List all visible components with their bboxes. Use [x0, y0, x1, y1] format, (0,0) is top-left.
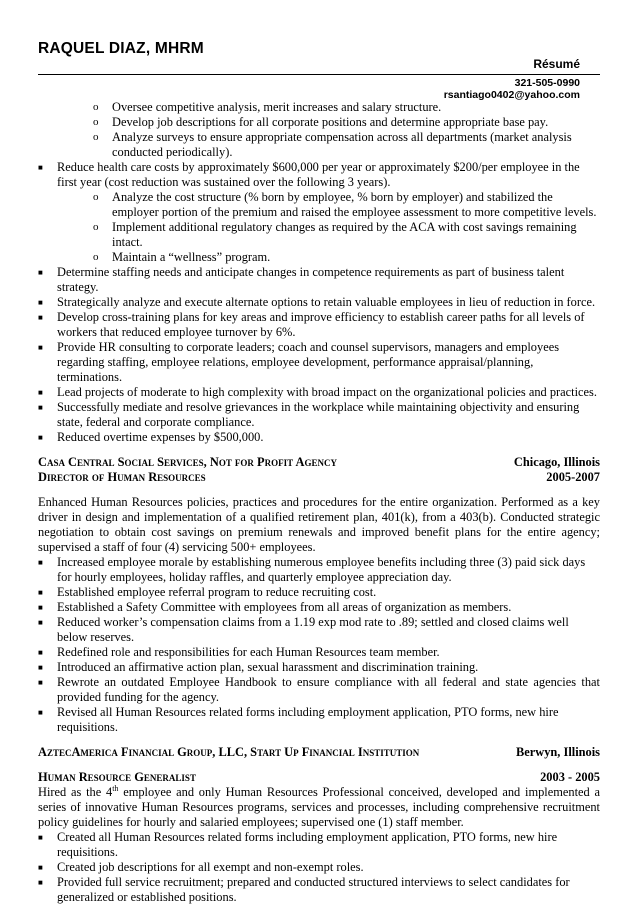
job-summary: Hired as the 4th employee and only Human Resources Professional conceived, developed and implemented a series of innovative Human Resources programs, services and processes, including comprehensive recruitment policy guidelines for hourly and salaried employees; supervised one (1) staff member. — [38, 783, 600, 829]
square-bullet-icon: ■ — [38, 618, 43, 627]
bullet-item: ■ Created all Human Resources related forms including employment application, PTO forms, new hire requisitions. — [38, 830, 558, 859]
square-bullet-icon: ■ — [38, 433, 43, 442]
job-employer-row — [38, 455, 600, 470]
employer-name: AztecAmerica Financial Group, LLC, Start Up Financial Institution — [38, 745, 420, 759]
job-title: Human Resource Generalist — [38, 770, 196, 784]
circle-bullet-icon: o — [93, 221, 99, 233]
circle-bullet-icon: o — [93, 251, 99, 263]
resume-label: Résumé — [533, 57, 580, 71]
bullet-item: ■ Develop cross-training plans for key areas and improve efficiency to establish career paths for all levels of workers that reduced employee turnover by 6%. — [38, 310, 585, 339]
bullet-list — [38, 830, 600, 905]
candidate-name: RAQUEL DIAZ, MHRM — [38, 40, 204, 57]
square-bullet-icon: ■ — [38, 313, 43, 322]
phone-number: 321-505-0990 — [514, 77, 580, 89]
bullet-item: ■ Reduced worker’s compensation claims from a 1.19 exp mod rate to .89; settled and closed claims well below reserves. — [38, 615, 569, 644]
square-bullet-icon: ■ — [38, 663, 43, 672]
sub-bullet-item: o Develop job descriptions for all corporate positions and determine appropriate base pay. — [93, 115, 549, 129]
sub-bullet-item: o Analyze the cost structure (% born by employee, % born by employer) and stabilized the employer portion of the premium and raised the employee assessment to more competitive levels. — [93, 190, 597, 219]
square-bullet-icon: ■ — [38, 588, 43, 597]
square-bullet-icon: ■ — [38, 163, 43, 172]
bullet-item: ■ Increased employee morale by establishing numerous employee benefits including three (3) paid sick days for hourly employees, holiday raffles, and quarterly employee appreciation day. — [38, 555, 586, 584]
bullet-item: ■ Introduced an affirmative action plan, sexual harassment and discrimination training. — [38, 660, 479, 674]
sub-bullet-item: o Maintain a “wellness” program. — [93, 250, 271, 264]
bullet-item: ■ Strategically analyze and execute alternate options to retain valuable employees in lieu of reduction in force. — [38, 295, 596, 309]
square-bullet-icon: ■ — [38, 678, 43, 687]
sub-bullet-list — [38, 190, 600, 265]
circle-bullet-icon: o — [93, 131, 99, 143]
bullet-item: ■ Determine staffing needs and anticipate changes in competence requirements as part of business talent strategy. — [38, 265, 565, 294]
job-summary: Enhanced Human Resources policies, practices and procedures for the entire organization. Performed as a key driver in design and implementation of a qualified retirement plan, 401(k), from a 403(b). Conducted strategic negotiation to obtain cost savings on premium renewals and improved benefit plans for the entire agency; supervised a staff of four (4) servicing 500+ employees. — [38, 495, 600, 554]
circle-bullet-icon: o — [93, 191, 99, 203]
bullet-item: ■ Reduced overtime expenses by $500,000. — [38, 430, 264, 444]
job-title-row — [38, 470, 600, 485]
square-bullet-icon: ■ — [38, 558, 43, 567]
sub-bullet-item: o Oversee competitive analysis, merit increases and salary structure. — [93, 100, 442, 114]
square-bullet-icon: ■ — [38, 403, 43, 412]
bullet-item: ■ Provided full service recruitment; prepared and conducted structured interviews to select candidates for generalized or established positions. — [38, 875, 570, 904]
square-bullet-icon: ■ — [38, 268, 43, 277]
sub-bullet-item: o Analyze surveys to ensure appropriate compensation across all departments (market analysis conducted periodically). — [93, 130, 572, 159]
job-employer-row — [38, 745, 600, 760]
job-dates: 2003 - 2005 — [540, 770, 600, 784]
bullet-item: ■ Rewrote an outdated Employee Handbook to ensure compliance with all federal and state agencies that provided funding for the agency. — [38, 675, 600, 704]
square-bullet-icon: ■ — [38, 648, 43, 657]
job-title: Director of Human Resources — [38, 470, 206, 484]
bullet-item: ■ Established employee referral program to reduce recruiting cost. — [38, 585, 377, 599]
job-location: Berwyn, Illinois — [516, 745, 600, 759]
email-address: rsantiago0402@yahoo.com — [443, 89, 580, 101]
job-title-row — [38, 770, 600, 785]
square-bullet-icon: ■ — [38, 708, 43, 717]
bullet-list — [38, 160, 600, 190]
bullet-item: ■ Reduce health care costs by approximately $600,000 per year or approximately $200/per employee in the first year (cost reduction was sustained over the following 3 years). — [38, 160, 580, 189]
employer-name: Casa Central Social Services, Not for Profit Agency — [38, 455, 337, 469]
square-bullet-icon: ■ — [38, 388, 43, 397]
job-location: Chicago, Illinois — [513, 455, 600, 469]
bullet-item: ■ Provide HR consulting to corporate leaders; coach and counsel supervisors, managers and employees regarding staffing, employee relations, employee development, performance appraisal/planning, terminations. — [38, 340, 560, 384]
bullet-list — [38, 265, 600, 445]
square-bullet-icon: ■ — [38, 298, 43, 307]
square-bullet-icon: ■ — [38, 878, 43, 887]
square-bullet-icon: ■ — [38, 833, 43, 842]
header-rule — [38, 74, 600, 75]
bullet-item: ■ Lead projects of moderate to high complexity with broad impact on the organizational policies and practices. — [38, 385, 597, 399]
sub-bullet-item: o Implement additional regulatory changes as required by the ACA with cost savings remaining intact. — [93, 220, 577, 249]
job-dates: 2005-2007 — [546, 470, 600, 484]
circle-bullet-icon: o — [93, 116, 99, 128]
bullet-item: ■ Established a Safety Committee with employees from all areas of organization as members. — [38, 600, 512, 614]
bullet-list — [38, 555, 600, 735]
bullet-item: ■ Created job descriptions for all exempt and non-exempt roles. — [38, 860, 364, 874]
resume-body — [38, 100, 600, 905]
square-bullet-icon: ■ — [38, 603, 43, 612]
bullet-item: ■ Revised all Human Resources related forms including employment application, PTO forms, new hire requisitions. — [38, 705, 559, 734]
sub-bullet-list — [38, 100, 600, 160]
bullet-item: ■ Redefined role and responsibilities for each Human Resources team member. — [38, 645, 440, 659]
bullet-item: ■ Successfully mediate and resolve grievances in the workplace while maintaining objectivity and ensuring state, federal and corporate compliance. — [38, 400, 580, 429]
square-bullet-icon: ■ — [38, 863, 43, 872]
circle-bullet-icon: o — [93, 101, 99, 113]
square-bullet-icon: ■ — [38, 343, 43, 352]
